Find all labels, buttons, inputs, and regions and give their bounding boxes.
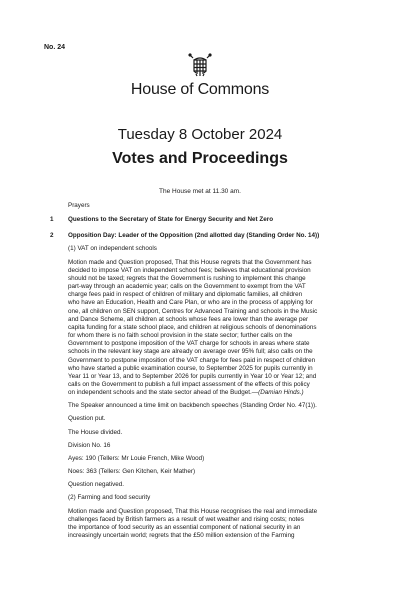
proceedings-body — [44, 202, 374, 545]
motion-line: charge fees paid in respect of children of military and diplomatic families, all children — [68, 291, 303, 299]
motion-line: who have started a public examination course, to September 2025 for pupils currently in — [68, 364, 313, 372]
portcullis-icon — [187, 52, 213, 78]
sitting-time: The House met at 11.30 am. — [159, 188, 241, 195]
division-ayes: Ayes: 190 (Tellers: Mr Louie French, Mike Wood) — [68, 454, 205, 462]
motion-line: capita funding for a state school place, and children at religious schools of denominations — [68, 323, 317, 331]
motion-line: increasingly uncertain world; regrets that the £50 million extension of the Farming — [68, 532, 295, 539]
item-title: Questions to the Secretary of State for Energy Security and Net Zero — [68, 216, 274, 224]
motion-line: part-way through an academic year; calls on the Government to exempt from the VAT — [68, 283, 306, 291]
motion-line: for whom there is no faith school provision in the state sector; further calls on the — [68, 332, 293, 340]
item-number: 2 — [50, 232, 54, 240]
document-title: Votes and Proceedings — [112, 150, 288, 167]
motion-line: Government to postpone imposition of the VAT charge for schools in areas where state — [68, 340, 310, 348]
agenda-item — [44, 232, 374, 240]
motion-line: calls on the Government to publish a full impact assessment of the effects of this policy — [68, 380, 310, 388]
motion-line: Government to postpone imposition of the VAT charge for fees paid in respect of children — [68, 356, 316, 364]
motion-line: challenges faced by British farmers as a result of wet weather and rising costs; notes — [68, 515, 304, 523]
question-put: Question put. — [68, 415, 106, 423]
division-number: Division No. 16 — [68, 441, 111, 449]
motion-line: decided to impose VAT on independent school fees; believes that educational provision — [68, 266, 311, 274]
motion-line: Motion made and Question proposed, That this House regrets that the Government has — [68, 258, 312, 266]
motion-line: Year 11 or Year 13, and to September 2026 for pupils currently in Year 10 or Year 12; and — [68, 372, 317, 380]
motion-line: Motion made and Question proposed, That this House recognises the real and immediate — [68, 507, 318, 515]
question-result: Question negatived. — [68, 481, 125, 489]
house-divided: The House divided. — [68, 428, 123, 436]
motion-text — [44, 259, 374, 398]
motion-line: schools in the relevant key stage are already on average over 95% full; also calls on the — [68, 348, 313, 356]
motion-line: who have an Education, Health and Care Plan, or who are in the process of applying for — [68, 299, 313, 307]
division-noes: Noes: 363 (Tellers: Gen Kitchen, Keir Mather) — [68, 468, 196, 476]
item-number: 1 — [50, 216, 54, 224]
motion-text — [44, 508, 374, 541]
motion-heading: (1) VAT on independent schools — [68, 245, 157, 253]
motion-line: on independent schools and the state sector ahead of the Budget.— — [68, 389, 259, 397]
agenda-item — [44, 216, 374, 224]
prayers: Prayers — [68, 202, 90, 209]
document-number: No. 24 — [44, 44, 66, 51]
sitting-date: Tuesday 8 October 2024 — [117, 126, 283, 143]
motion-mover: (Damian Hinds.) — [258, 389, 304, 397]
motion-line: and Dance Scheme, all children at schools whose fees are lower than the average per — [68, 315, 309, 323]
motion-line: should not be taxed; regrets that the Government is rushing to implement this change — [68, 274, 306, 282]
motion-line: one, all children on SEN support, Centres for Advanced Training and schools in the Music — [68, 307, 318, 315]
speaker-announcement: The Speaker announced a time limit on backbench speeches (Standing Order No. 47(1)). — [68, 402, 317, 410]
motion-line-last — [68, 389, 374, 397]
motion-line: the importance of food security as an essential component of national security in an — [68, 523, 301, 531]
house-name: House of Commons — [130, 81, 270, 98]
item-title: Opposition Day: Leader of the Opposition (2nd allotted day (Standing Order No. 14)) — [68, 232, 320, 240]
motion-heading: (2) Farming and food security — [68, 494, 151, 502]
